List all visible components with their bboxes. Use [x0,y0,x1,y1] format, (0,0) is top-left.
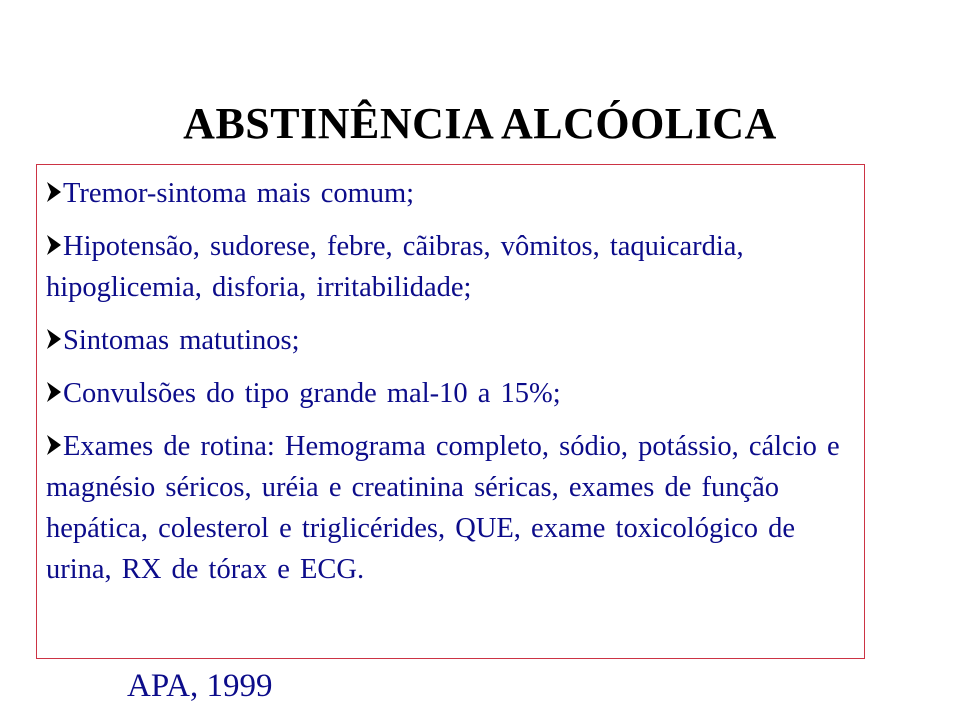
slide-title: ABSTINÊNCIA ALCÓOLICA [183,99,777,148]
bullet-item-symptoms [46,226,854,308]
bullet-text: Hipotensão, sudorese, febre, cãibras, vômitos, taquicardia, hipoglicemia, disforia, irritabilidade; [46,231,744,303]
bullet-item-morning [46,320,854,361]
arrowhead-bullet-icon [46,380,62,404]
bullet-text: Convulsões do tipo grande mal-10 a 15%; [63,378,561,409]
bullet-list [46,173,854,590]
bullet-text: Exames de rotina: Hemograma completo, sódio, potássio, cálcio e magnésio séricos, uréia e creatinina séricas, exames de função hepática, colesterol e triglicérides, QUE, exame toxicológico de urina, RX de tórax e ECG. [46,431,840,585]
bullet-item-seizures [46,373,854,414]
arrowhead-bullet-icon [46,433,62,457]
bullet-item-exams [46,426,854,590]
citation: APA, 1999 [127,668,273,704]
bullet-item-tremor [46,173,854,214]
bullet-text: Tremor-sintoma mais comum; [63,178,415,209]
arrowhead-bullet-icon [46,180,62,204]
arrowhead-bullet-icon [46,233,62,257]
bullet-text: Sintomas matutinos; [63,325,300,356]
content-box [36,164,865,659]
arrowhead-bullet-icon [46,327,62,351]
